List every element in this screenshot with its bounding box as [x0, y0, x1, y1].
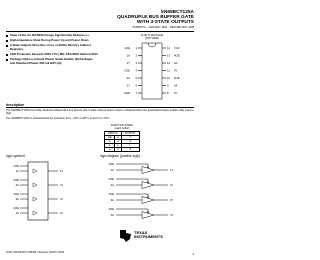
pin-name: 4Y — [174, 68, 178, 73]
table-cell: L — [115, 144, 121, 148]
feature-item: State-of-the-Art BiCMOS Design Significantly Reduces I₂₃ — [6, 34, 98, 38]
pin-name: 4OE — [174, 53, 180, 58]
truth-table — [104, 131, 140, 152]
pin-number: 14 — [167, 46, 171, 50]
input-label: 1A — [110, 168, 114, 172]
pin-number: 5 — [135, 76, 137, 80]
pinout-diagram — [110, 41, 194, 103]
output-label: 1Y — [60, 169, 64, 173]
input-label: 1OE — [13, 164, 19, 168]
input-label: 3OE — [13, 192, 19, 196]
input-label: 2OE — [108, 177, 114, 181]
table-cell: Z — [121, 148, 139, 152]
feature-list — [6, 34, 98, 67]
pin-name: 1Y — [126, 61, 130, 65]
pin-name: GND — [123, 91, 130, 95]
texas-state-icon — [118, 229, 132, 243]
pin-name: 1A — [126, 53, 130, 58]
column-header: A — [115, 136, 121, 140]
output-label: 2Y — [170, 183, 174, 187]
pin-name: VCC — [174, 46, 180, 50]
part-number: SN65BCT125A — [160, 10, 194, 15]
buffer-icon — [33, 169, 37, 173]
feature-item: Package Options Include Plastic Small-Outline (D) Packages and Standard Plastic 300-mil DIPs (N) — [6, 58, 98, 65]
company-name-line-2: INSTRUMENTS — [134, 234, 163, 240]
input-label: 3A — [110, 198, 114, 202]
company-name-line-1: TEXAS — [134, 230, 148, 235]
table-cell: X — [115, 148, 121, 152]
pin-number: 4 — [135, 68, 137, 73]
output-label: 3Y — [60, 197, 64, 201]
column-header: OE — [105, 136, 115, 140]
pin-number: 1 — [135, 46, 137, 50]
title-line-2: WITH 3-STATE OUTPUTS — [136, 20, 194, 25]
input-label: 4A — [15, 211, 19, 215]
table-cell: L — [121, 144, 139, 148]
input-label: 2A — [110, 183, 114, 187]
pin-number: 8 — [167, 91, 169, 95]
pin-number: 9 — [167, 83, 169, 88]
function-table-subtitle: (each buffer) — [114, 127, 130, 130]
logic-symbol-box — [28, 162, 48, 220]
pin-number: 6 — [135, 83, 137, 88]
table-row — [105, 148, 140, 152]
pin-name: 3OE — [174, 76, 180, 80]
input-label: 1A — [15, 169, 19, 173]
input-label: 4OE — [108, 207, 114, 211]
table-cell: H — [115, 140, 121, 144]
ic-notch — [148, 43, 156, 47]
ic-body — [142, 43, 162, 99]
pin-name: 3A — [174, 83, 178, 88]
logic-symbol-diagram — [6, 160, 76, 222]
input-label: 3OE — [108, 192, 114, 196]
feature-item: ESD Protection Exceeds 2000 V Per MIL-STD-883C Method 3015 — [6, 53, 98, 57]
buffer-icon — [33, 211, 37, 215]
input-label: 4A — [110, 213, 114, 217]
page-number: 1 — [192, 252, 194, 256]
package-name: D OR N PACKAGE — [140, 34, 164, 37]
title-block — [84, 10, 194, 29]
table-cell: L — [105, 140, 115, 144]
table-cell: H — [105, 148, 115, 152]
inputs-header: INPUTS — [105, 132, 122, 136]
description-rule — [6, 107, 194, 108]
pin-name: 2Y — [126, 83, 130, 88]
pin-name: 2OE — [124, 68, 130, 73]
input-label: 4OE — [13, 206, 19, 210]
ti-logo — [118, 228, 188, 248]
input-label: 1OE — [108, 162, 114, 166]
package-view: (TOP VIEW) — [144, 37, 160, 40]
company-address: POST OFFICE BOX 655303 • DALLAS, TEXAS 75265 — [6, 251, 65, 254]
pin-number: 11 — [167, 68, 170, 73]
input-label: 2A — [15, 183, 19, 187]
package-pinout — [110, 34, 194, 104]
pin-name: 1OE — [124, 46, 130, 50]
logic-diagram-label: logic diagram (positive logic) — [100, 154, 141, 158]
input-label: 2OE — [13, 178, 19, 182]
pin-name: 2A — [126, 76, 130, 80]
header-rule — [6, 31, 194, 32]
output-header: OUTPUT — [121, 132, 139, 136]
column-header: Y — [121, 136, 139, 140]
logic-symbol-label: logic symbol† — [6, 154, 26, 158]
output-label: 3Y — [170, 198, 174, 202]
pin-number: 2 — [135, 53, 137, 58]
output-label: 2Y — [60, 183, 64, 187]
pin-name: 3Y — [174, 91, 178, 95]
pin-number: 7 — [135, 91, 137, 95]
output-label: 4Y — [60, 211, 64, 215]
buffer-icon — [33, 197, 37, 201]
input-label: 3A — [15, 197, 19, 201]
description-paragraph-2: The SN65BCT125A is characterized for operation from −40°C to 85°C and 0°C to 70°C. — [6, 117, 111, 120]
table-cell: H — [121, 140, 139, 144]
description-heading: description — [6, 103, 25, 107]
function-table — [104, 124, 140, 152]
buffer-icon — [33, 183, 37, 187]
function-table-title: FUNCTION TABLE — [110, 124, 134, 127]
pin-number: 10 — [167, 76, 171, 80]
description-paragraph-1: The SN65BCT125A bus buffer features independent line drivers with 3-state outputs. Each output is disabled when the associated output-enable (OE) input is high. — [6, 109, 194, 116]
pin-name: 4A — [174, 61, 178, 65]
table-cell: L — [105, 144, 115, 148]
pin-number: 13 — [167, 53, 171, 58]
output-label: 1Y — [170, 168, 174, 172]
pin-number: 12 — [167, 61, 171, 65]
title-line-1: QUADRUPLE BUS BUFFER GATE — [117, 15, 194, 20]
output-label: 4Y — [170, 213, 174, 217]
company-name — [134, 231, 163, 240]
doc-reference: SCBS057C – JANUARY 1993 – REVISED MAY 1999 — [132, 26, 194, 29]
feature-item: 3-State Outputs Drive Bus Lines or Buffer Memory Address Registers — [6, 44, 98, 51]
feature-item: High-Impedance State During Power Up and Power Down — [6, 39, 98, 43]
logic-diagram — [104, 160, 194, 224]
pin-number: 3 — [135, 61, 137, 65]
